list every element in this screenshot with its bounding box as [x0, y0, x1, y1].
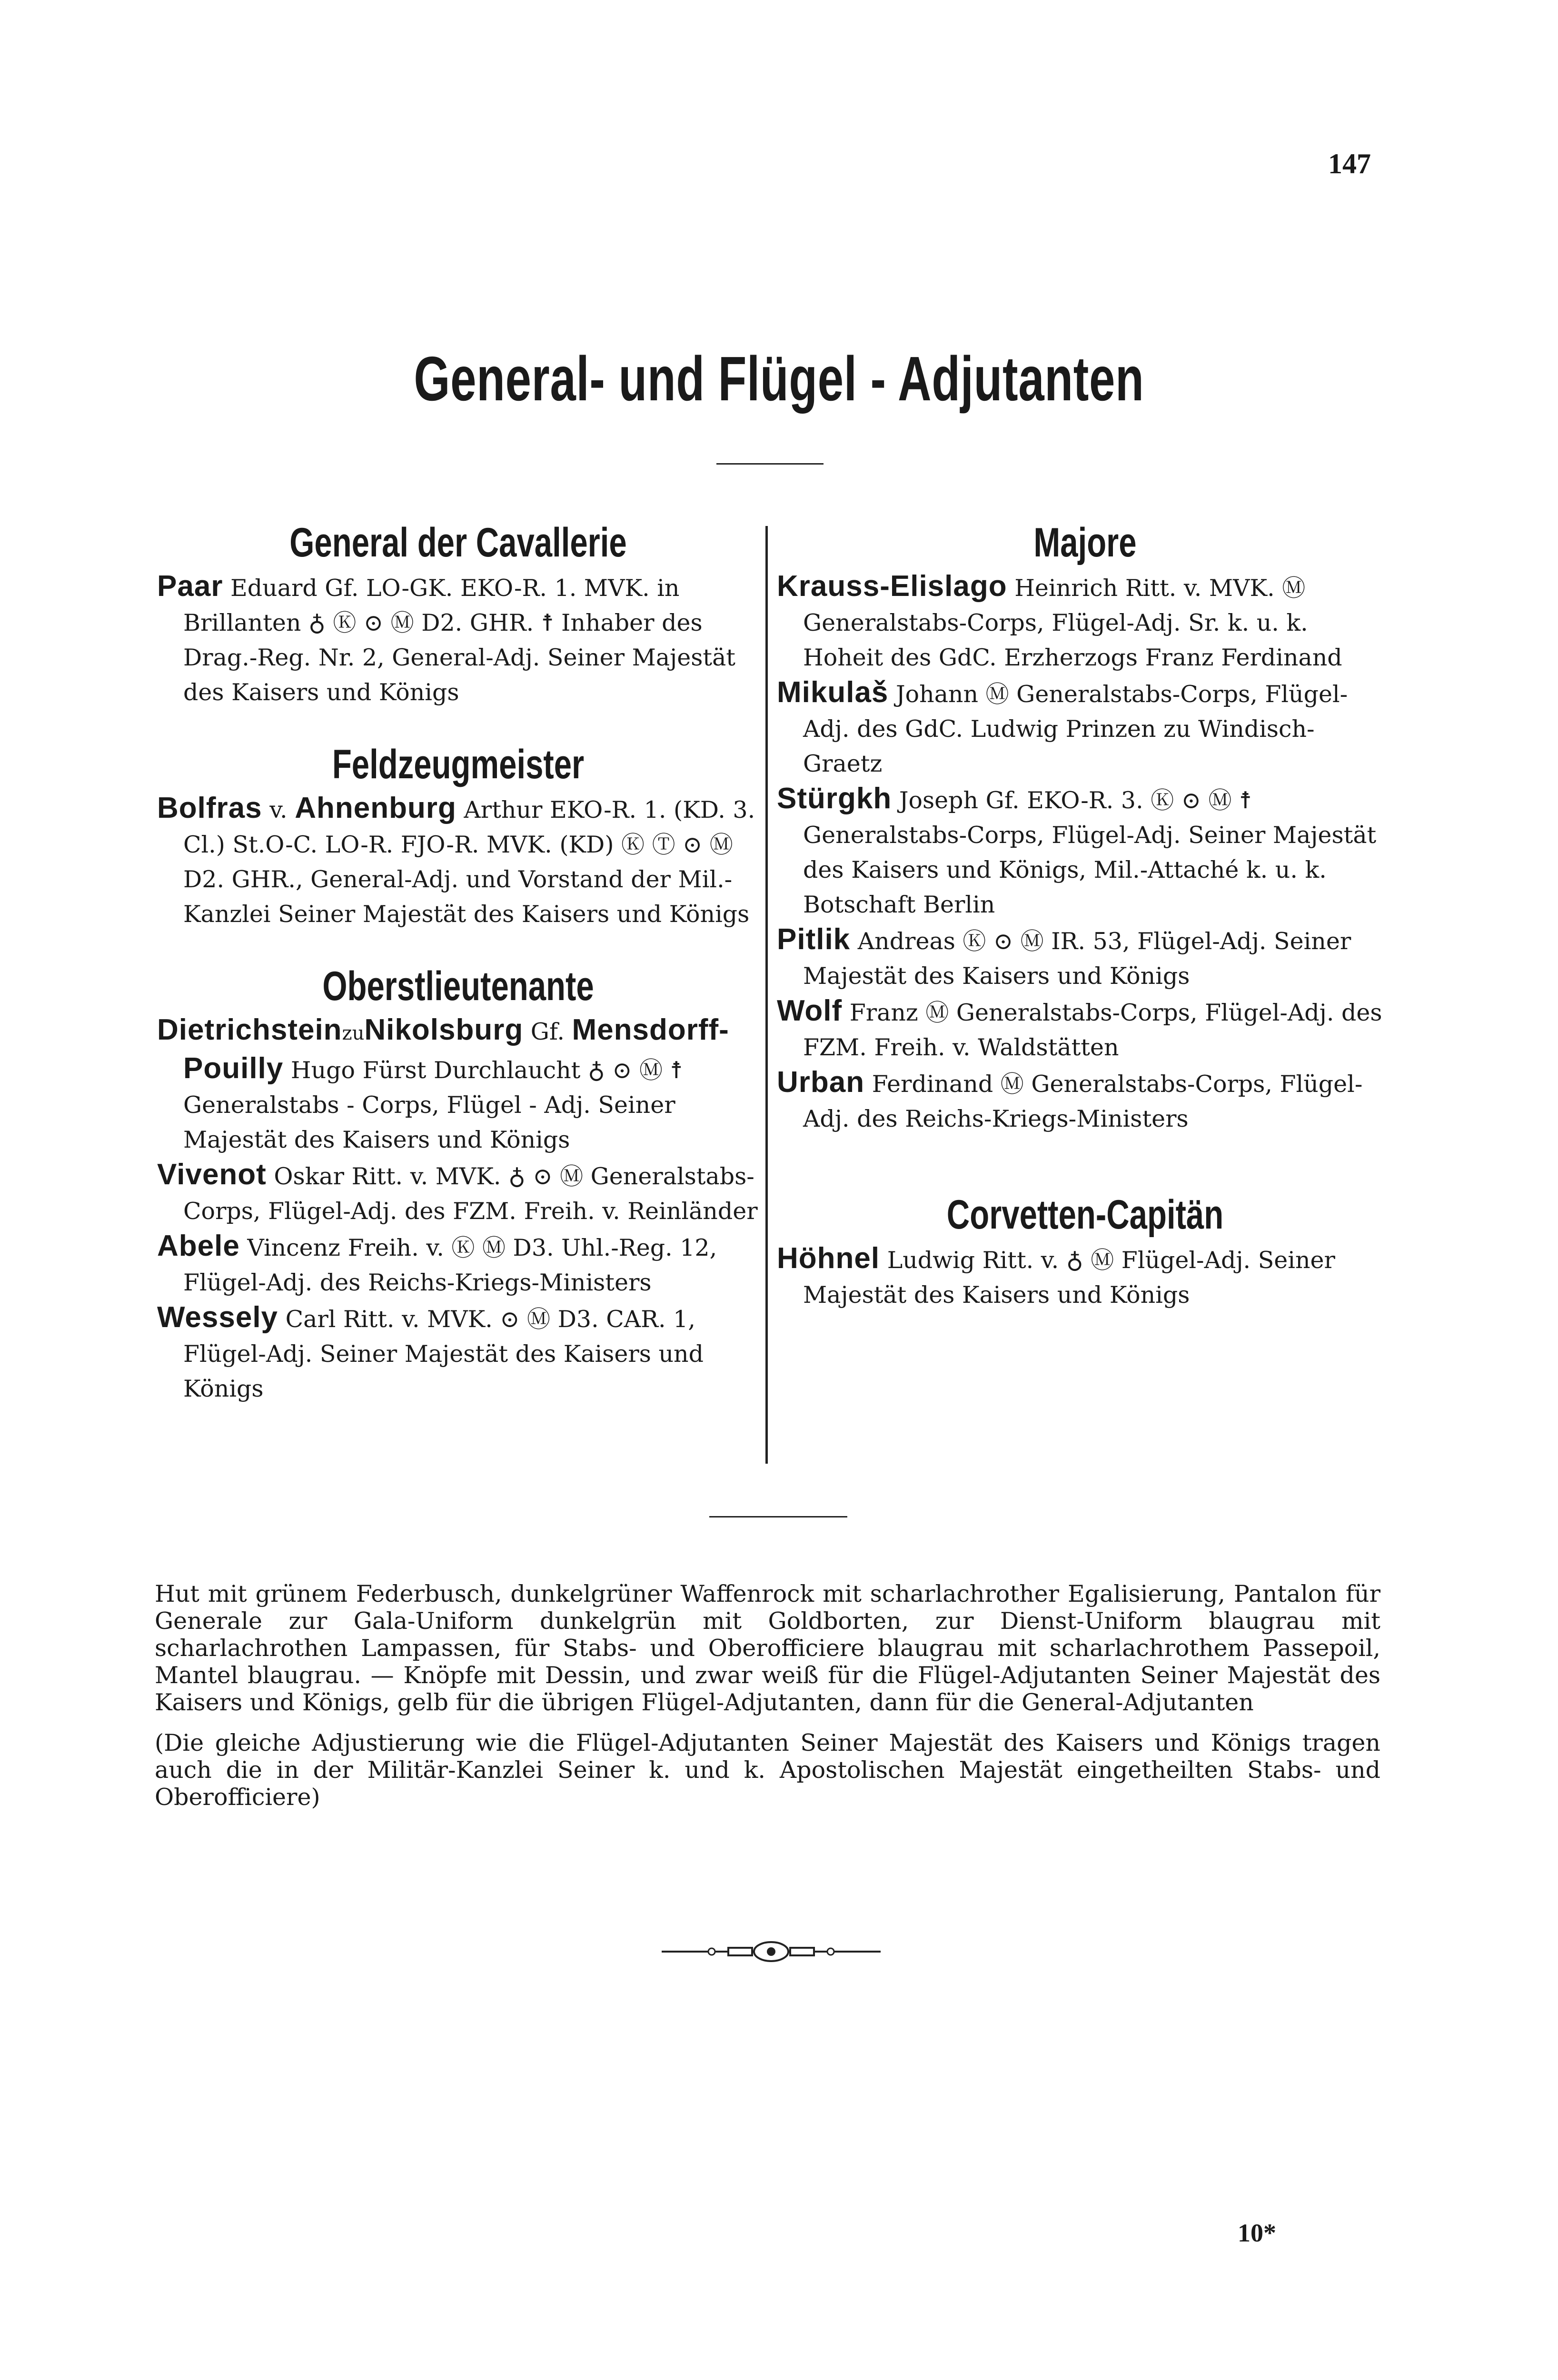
- entry-abele: [157, 1229, 759, 1300]
- entry-text: Heinrich Ritt. v. MVK. Ⓜ Generalstabs-Corps, Flügel-Adj. Sr. k. u. k. Hoheit des GdC. Erzherzogs Franz Ferdinand: [803, 575, 1342, 671]
- section-heading-general-der-cavallerie: General der Cavallerie: [289, 520, 627, 565]
- entry-name: Abele: [157, 1230, 240, 1262]
- section-heading-corvetten-capitan: Corvetten-Capitän: [946, 1192, 1224, 1238]
- entry-name: Mikulaš: [777, 676, 889, 709]
- entry-text: Vincenz Freih. v. Ⓚ Ⓜ D3. Uhl.-Reg. 12, Flügel-Adj. des Reichs-Kriegs-Ministers: [183, 1234, 717, 1296]
- left-column: [157, 516, 759, 1406]
- entry-name: Paar: [157, 570, 223, 603]
- section-heading-oberstlieutenante: Oberstlieutenante: [322, 963, 594, 1009]
- right-column: [777, 516, 1393, 1312]
- entry-hohnel: [777, 1241, 1393, 1312]
- entry-name-particle-2: Gf.: [530, 1018, 565, 1045]
- entry-sturgkh: [777, 781, 1393, 922]
- entry-text: Ludwig Ritt. v. ♁ Ⓜ Flügel-Adj. Seiner Majestät des Kaisers und Königs: [803, 1247, 1335, 1309]
- uniform-description: Hut mit grünem Federbusch, dunkelgrüner Waffenrock mit scharlachrother Egalisierung, Pantalon für Generale zur Gala-Uniform dunkelgrün mit Goldborten, zur Dienst-Uniform blaugrau mit scharlachrothen Lampassen, für Stabs- und Oberofficiere blaugrau mit scharlachrothem Passepoil, Mantel blaugrau. — Knöpfe mit Dessin, und zwar weiß für die Flügel-Adjutanten Seiner Majestät des Kaisers und Königs, gelb für die übrigen Flügel-Adjutanten, dann für die General-Adjutanten: [155, 1580, 1380, 1716]
- entry-bolfras: [157, 791, 759, 932]
- entry-name: Krauss-Elislago: [777, 570, 1007, 603]
- entry-wessely: [157, 1300, 759, 1406]
- section-heading-feldzeugmeister: Feldzeugmeister: [332, 742, 585, 787]
- entry-vivenot: [157, 1157, 759, 1229]
- entry-text: Oskar Ritt. v. MVK. ♁ ⊙ Ⓜ Generalstabs-Corps, Flügel-Adj. des FZM. Freih. v. Reinländer: [183, 1163, 758, 1225]
- notes-divider: [709, 1516, 847, 1517]
- entry-name: Bolfras: [157, 792, 262, 824]
- entry-name: Stürgkh: [777, 782, 892, 815]
- page-number-top: 147: [1328, 148, 1371, 179]
- entry-name: Pitlik: [777, 923, 851, 956]
- entry-text: Carl Ritt. v. MVK. ⊙ Ⓜ D3. CAR. 1, Flügel-Adj. Seiner Majestät des Kaisers und Königs: [183, 1306, 704, 1402]
- entry-name: Wessely: [157, 1301, 278, 1334]
- entry-dietrichstein: [157, 1012, 759, 1157]
- entry-mikulas: [777, 675, 1393, 781]
- entry-name: Dietrichstein: [157, 1013, 342, 1046]
- entry-name: Wolf: [777, 994, 843, 1027]
- entry-name: Höhnel: [777, 1242, 880, 1275]
- section-heading-majore: Majore: [1033, 520, 1137, 565]
- entry-name: Vivenot: [157, 1158, 267, 1191]
- title-divider: [716, 463, 824, 465]
- entry-text: Eduard Gf. LO-GK. EKO-R. 1. MVK. in Brillanten ♁ Ⓚ ⊙ Ⓜ D2. GHR. ☨ Inhaber des Drag.-Reg. Nr. 2, General-Adj. Seiner Majestät des Kaisers und Königs: [183, 575, 735, 706]
- entry-krauss-elislago: [777, 569, 1393, 675]
- entry-text: Hugo Fürst Durchlaucht ♁ ⊙ Ⓜ ☨ Generalstabs - Corps, Flügel - Adj. Seiner Majestät des Kaisers und Königs: [183, 1057, 683, 1153]
- entry-text: Ferdinand Ⓜ Generalstabs-Corps, Flügel-Adj. des Reichs-Kriegs-Ministers: [803, 1071, 1363, 1132]
- adjustment-note: (Die gleiche Adjustierung wie die Flügel-Adjutanten Seiner Majestät des Kaisers und Königs tragen auch die in der Militär-Kanzlei Seiner k. und k. Apostolischen Majestät eingetheilten Stabs- und Oberofficiere): [155, 1729, 1380, 1811]
- entry-urban: [777, 1065, 1393, 1136]
- entry-name-particle: v.: [269, 796, 288, 823]
- entry-text: Joseph Gf. EKO-R. 3. Ⓚ ⊙ Ⓜ ☨ Generalstabs-Corps, Flügel-Adj. Seiner Majestät des Kaisers und Königs, Mil.-Attaché k. u. k. Botschaft Berlin: [803, 787, 1377, 918]
- entry-paar: [157, 569, 759, 710]
- entry-text: Andreas Ⓚ ⊙ Ⓜ IR. 53, Flügel-Adj. Seiner Majestät des Kaisers und Königs: [803, 928, 1351, 990]
- entry-wolf: [777, 993, 1393, 1065]
- entry-name-second: Nikolsburg: [364, 1013, 524, 1046]
- uniform-notes: [155, 1580, 1380, 1824]
- ornament-icon: [662, 1937, 881, 1966]
- entry-name: Urban: [777, 1066, 865, 1099]
- column-divider: [765, 526, 768, 1464]
- page-number-bottom: 10*: [1238, 2219, 1276, 2247]
- entry-name-particle: zu: [342, 1022, 365, 1044]
- entry-name-second: Ahnenburg: [295, 792, 456, 824]
- entry-name-third: Mensdorff-Pouilly: [183, 1013, 729, 1085]
- page-title: General- und Flügel - Adjutanten: [414, 344, 1144, 414]
- entry-text: Johann Ⓜ Generalstabs-Corps, Flügel-Adj. des GdC. Ludwig Prinzen zu Windisch-Graetz: [803, 681, 1348, 777]
- entry-text: Arthur EKO-R. 1. (KD. 3. Cl.) St.O-C. LO-R. FJO-R. MVK. (KD) Ⓚ Ⓣ ⊙ Ⓜ D2. GHR., General-Adj. und Vorstand der Mil.-Kanzlei Seiner Majestät des Kaisers und Königs: [183, 796, 755, 928]
- entry-text: Franz Ⓜ Generalstabs-Corps, Flügel-Adj. des FZM. Freih. v. Waldstätten: [803, 999, 1382, 1061]
- entry-pitlik: [777, 922, 1393, 993]
